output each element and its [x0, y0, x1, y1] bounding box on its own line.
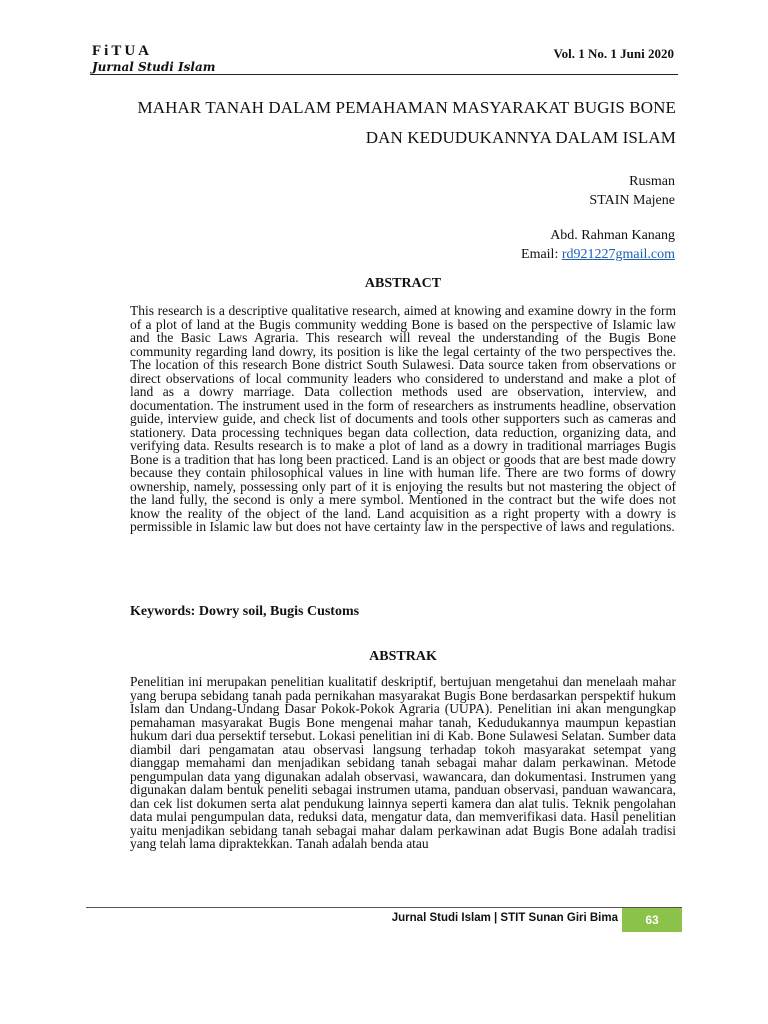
journal-subtitle: Jurnal Studi Islam [92, 60, 216, 74]
title-line-1: MAHAR TANAH DALAM PEMAHAMAN MASYARAKAT BUGIS BONE [137, 98, 676, 117]
email-line [521, 245, 675, 264]
email-label: Email: [521, 247, 559, 262]
author2-name: Abd. Rahman Kanang [550, 228, 675, 243]
author1-affiliation: STAIN Majene [589, 193, 675, 208]
keywords-line [130, 604, 359, 620]
author-block [521, 172, 675, 264]
abstract-text: This research is a descriptive qualitative research, aimed at knowing and examine dowry in the form of a plot of land at the Bugis community wedding Bone is based on the perspective of Islamic law and the Basic Laws Agraria. This research will reveal the understanding of the Bugis Bone community regarding land dowry, its position is like the legal certainty of the two perspectives the. The location of this research Bone district South Sulawesi. Data source taken from observations or direct observations of local community leaders who considered to understand and make a plot of land as a dowry marriage. Data collection methods used are observation, interview, and documentation. The instrument used in the form of researchers as instruments headline, observation guide, interview guide, and check list of documents and tools other supporters such as cameras and stationery. Data processing techniques began data collection, data reduction, organizing data, and verifying data. Results research is to make a plot of land as a dowry in traditional marriages Bugis Bone is a tradition that has long been practiced. Land is an object or goods that are best made dowry because they contain philosophical values in line with human life. There are two forms of dowry ownership, namely, possessing only part of it is enjoying the results but not mastering the object of the land fully, the second is only a mere symbol. Mentioned in the contract but the wife does not know the reality of the object of the land. Land acquisition as a right property with a dowry is permissible in Islamic law but does not have certainty law in the perspective of laws and regulations. [130, 303, 676, 534]
keywords-label: Keywords: [130, 604, 196, 619]
footer-divider [86, 907, 682, 908]
title-line-2: DAN KEDUDUKANNYA DALAM ISLAM [365, 128, 676, 147]
header-divider [90, 74, 678, 75]
author1-name: Rusman [629, 174, 675, 189]
abstract-heading: ABSTRACT [364, 276, 442, 291]
footer-journal: Jurnal Studi Islam | STIT Sunan Giri Bima [391, 912, 618, 924]
page-number: 63 [622, 908, 682, 932]
abstrak-text: Penelitian ini merupakan penelitian kualitatif deskriptif, bertujuan mengetahui dan menelaah mahar yang berupa sebidang tanah pada pernikahan masyarakat Bugis Bone berdasarkan perspektif hukum Islam dan Undang-Undang Dasar Pokok-Pokok Agraria (UUPA). Penelitian ini akan mengungkap pemahaman masyarakat Bugis Bone mengenai mahar tanah, Kedudukannya maumpun kepastian hukum dari dua persektif tersebut. Lokasi penelitian ini di Kab. Bone Sulawesi Selatan. Sumber data diambil dari pengamatan atau observasi langsung terhadap tokoh masyarakat setempat yang dianggap memahami dan menjadikan sebidang tanah sebagai mahar dalam perkawinan. Metode pengumpulan data yang digunakan adalah observasi, wawancara, dan dokumentasi. Instrumen yang digunakan dalam bentuk peneliti sebagai instrumen utama, panduan observasi, panduan wawancara, dan cek list dokumen serta alat pendukung lainnya seperti kamera dan alat tulis. Teknik pengolahan data mulai pengumpulan data, reduksi data, mengatur data, dan memverifikasi data. Hasil penelitian yaitu menjadikan sebidang tanah sebagai mahar dalam perkawinan adat Bugis Bone adalah tradisi yang telah lama dipraktekkan. Tanah adalah benda atau [130, 674, 676, 851]
paper-title [90, 93, 676, 153]
email-link[interactable]: rd921227gmail.com [561, 247, 675, 262]
volume-info: Vol. 1 No. 1 Juni 2020 [553, 46, 674, 61]
keywords-value: Dowry soil, Bugis Customs [198, 604, 360, 619]
journal-name: FiTUA [92, 43, 152, 59]
abstrak-heading: ABSTRAK [369, 649, 437, 664]
